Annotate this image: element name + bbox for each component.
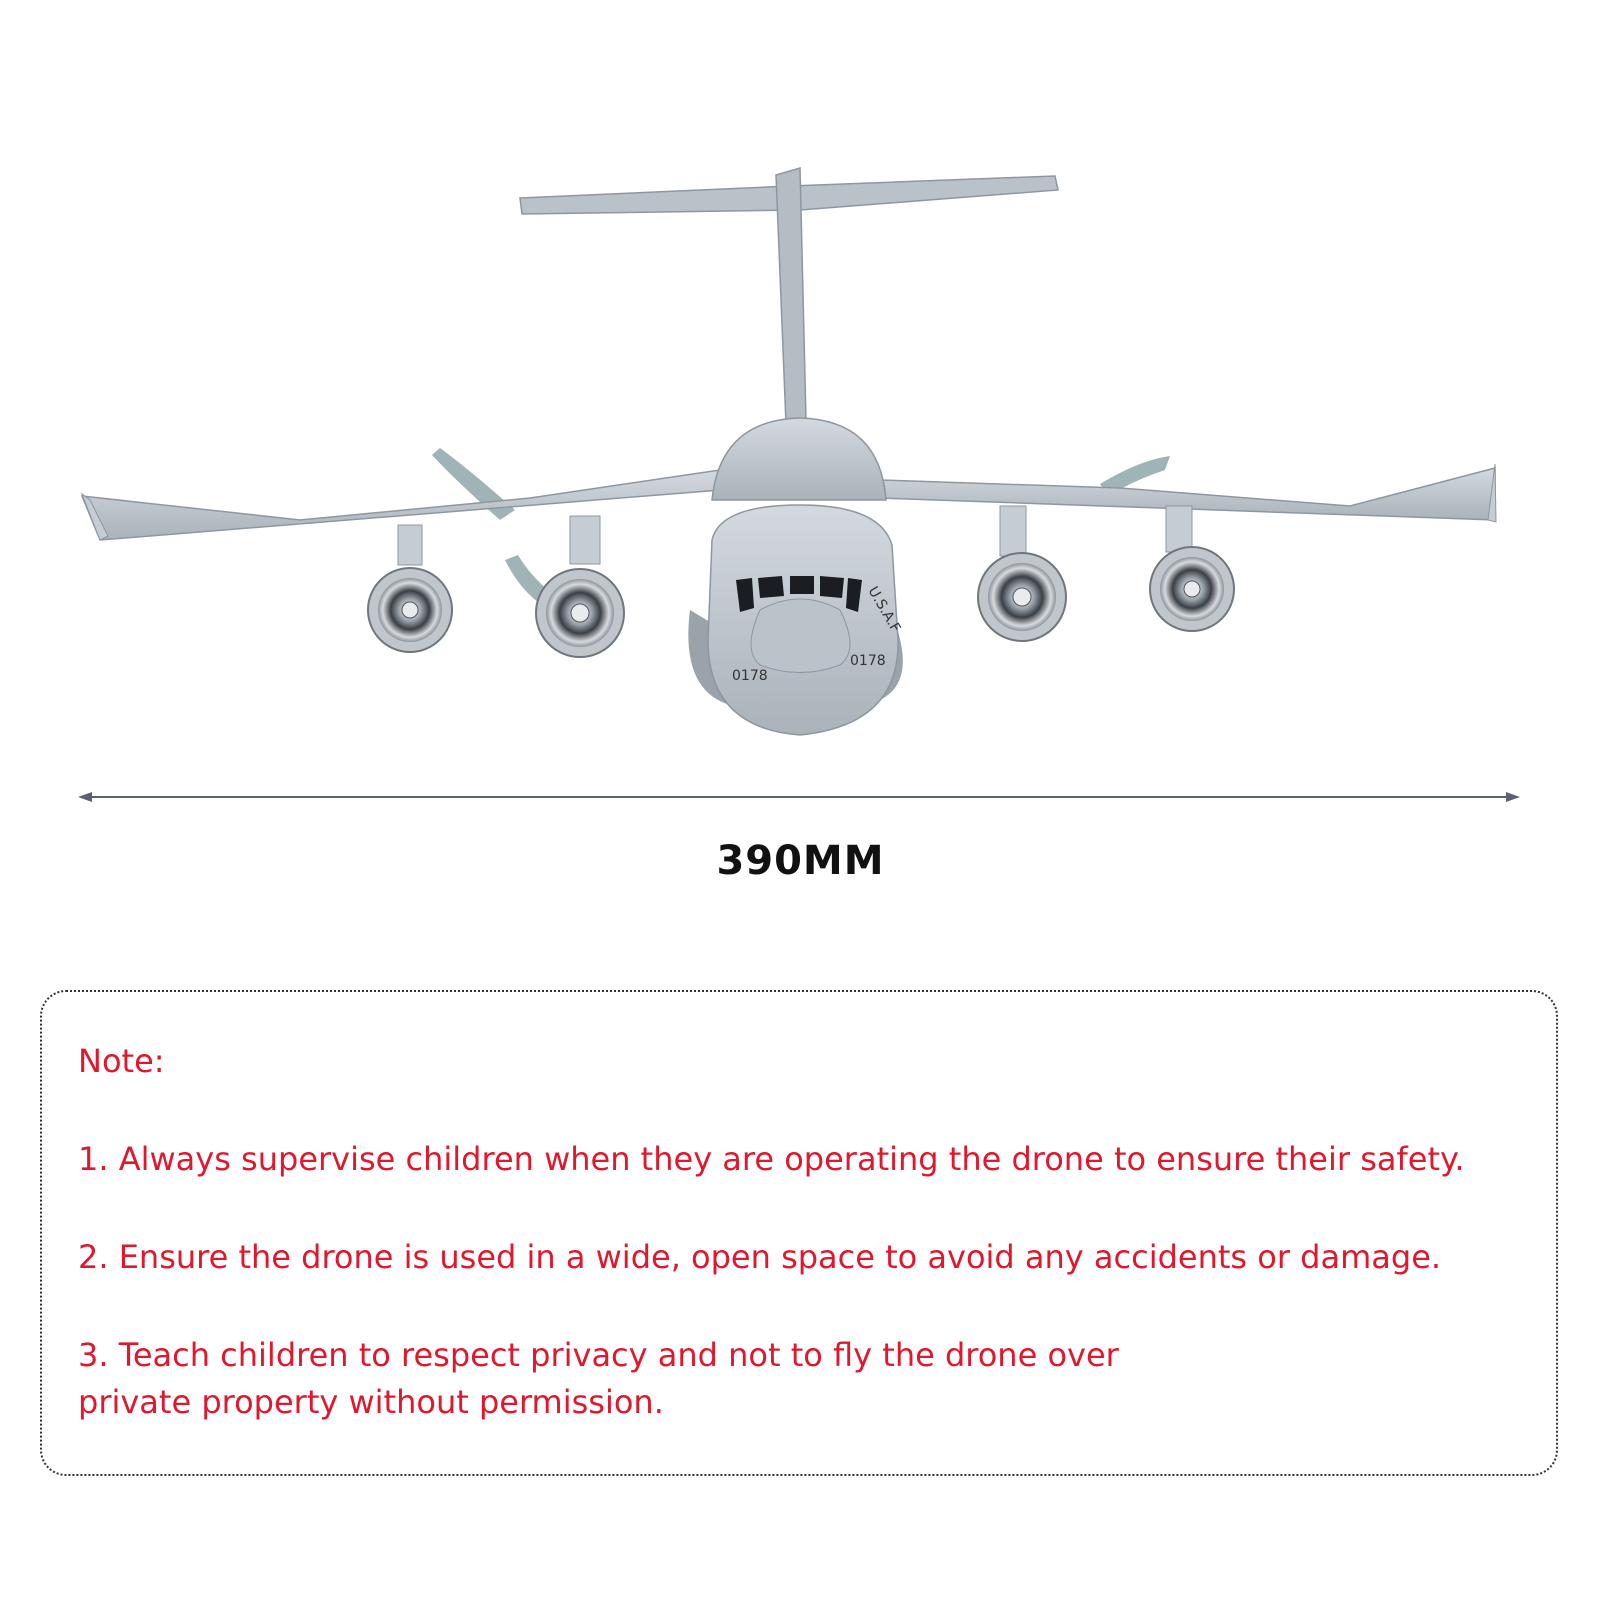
engine-right-inner: [978, 553, 1066, 641]
engine-right-outer: [1150, 547, 1234, 631]
engine-left-inner: [536, 569, 624, 657]
fuselage-marking-usaf: U.S.A.F: [864, 584, 904, 636]
fuselage-marking-left: 0178: [732, 668, 768, 684]
note-title: Note:: [78, 1042, 165, 1080]
width-dimension-arrow: [78, 790, 1520, 804]
width-dimension-label: 390MM: [716, 838, 885, 884]
note-item-3-line-2: private property without permission.: [78, 1383, 664, 1421]
airplane-illustration: [0, 0, 1601, 780]
note-item-3-line-1: 3. Teach children to respect privacy and not to fly the drone over: [78, 1336, 1119, 1374]
engine-left-outer: [368, 568, 452, 652]
note-item-1: 1. Always supervise children when they are operating the drone to ensure their safety.: [78, 1140, 1465, 1178]
note-item-2: 2. Ensure the drone is used in a wide, open space to avoid any accidents or damage.: [78, 1238, 1442, 1276]
fuselage-marking-right: 0178: [850, 653, 886, 669]
airplane-image: [0, 0, 1601, 780]
